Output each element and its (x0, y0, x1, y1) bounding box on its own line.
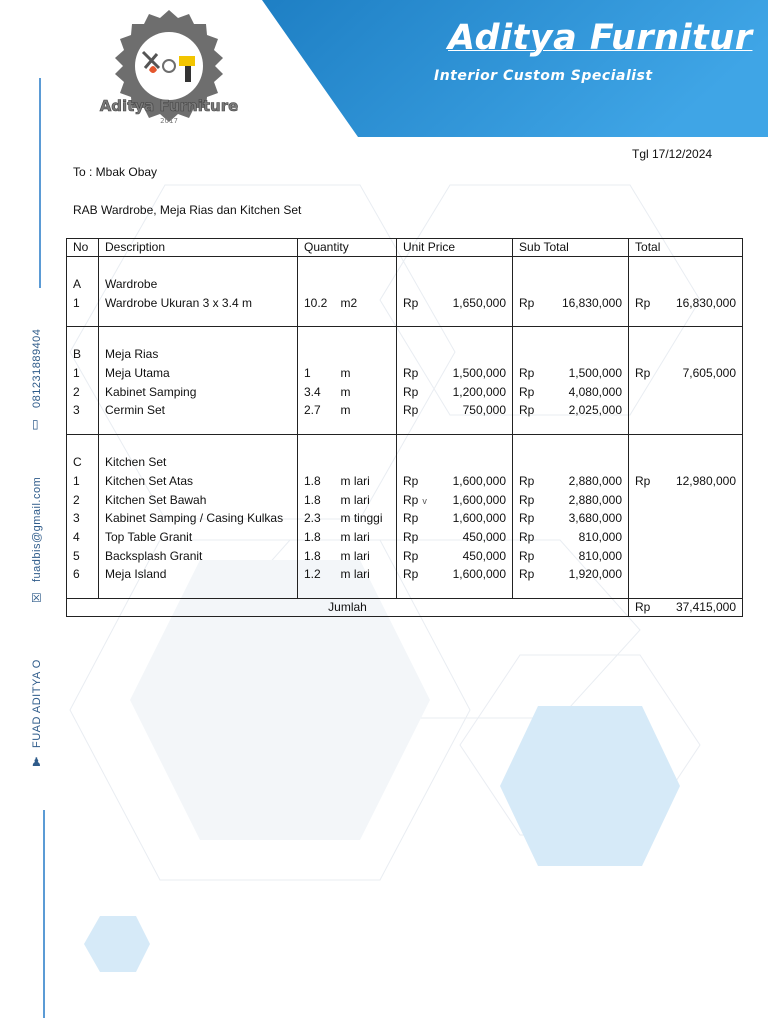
blank-line (304, 345, 329, 364)
item-subtotal-amount: 1,920,000 (568, 567, 623, 582)
item-subtotal-amount-wrap (569, 401, 622, 420)
item-description: Cermin Set (105, 403, 166, 418)
item-price-amount-wrap (463, 547, 506, 566)
cell-total (629, 435, 743, 599)
item-price (403, 547, 506, 566)
currency: Rp (635, 295, 651, 310)
currency: Rp (403, 384, 419, 399)
item-unit: m lari (340, 473, 370, 488)
item-description: Top Table Granit (105, 529, 193, 544)
item-no: 3 (73, 511, 80, 526)
item-unit: m2 (340, 295, 358, 310)
item-qty: 3.4 (304, 384, 321, 399)
item-price (403, 491, 506, 510)
item-subtotal-amount-wrap (562, 294, 622, 313)
currency: Rp (403, 473, 419, 488)
section-total-amount: 16,830,000 (675, 295, 737, 310)
item-subtotal (519, 472, 622, 491)
cell-unit-price (397, 327, 513, 435)
cell-no (67, 435, 99, 599)
item-price-amount: 1,600,000 (452, 492, 507, 507)
item-subtotal-amount-wrap (569, 383, 622, 402)
cell-description (99, 327, 298, 435)
sidebar-phone: 081231889404 (31, 328, 43, 408)
section-total-amount: 7,605,000 (682, 366, 737, 381)
item-description: Wardrobe Ukuran 3 x 3.4 m (105, 295, 252, 310)
cell-qty (298, 435, 335, 599)
item-unit: m (340, 403, 351, 418)
item-qty: 2.7 (304, 403, 321, 418)
item-unit: m (340, 384, 351, 399)
blank-line (635, 401, 736, 420)
table-section-row (67, 257, 743, 327)
item-price (403, 401, 506, 420)
sidebar-line-bottom (43, 810, 45, 1018)
blank-line (635, 509, 736, 528)
item-no: 2 (73, 384, 80, 399)
item-unit: m lari (340, 548, 370, 563)
item-price (403, 383, 506, 402)
item-price-amount: 450,000 (462, 529, 507, 544)
section-name: Wardrobe (105, 277, 158, 291)
item-price-amount: 1,500,000 (452, 366, 507, 381)
header-quantity: Quantity (298, 239, 397, 257)
blank-line (635, 491, 736, 510)
rab-table (66, 238, 743, 617)
section-total (635, 472, 736, 491)
item-subtotal-amount: 3,680,000 (568, 511, 623, 526)
item-subtotal (519, 491, 622, 510)
item-price-amount: 1,200,000 (452, 384, 507, 399)
item-price-amount-wrap (463, 528, 506, 547)
blank-line (403, 453, 506, 472)
item-description: Kitchen Set Bawah (105, 492, 207, 507)
cell-description (99, 435, 298, 599)
cell-description (99, 257, 298, 327)
grand-total-amount: 37,415,000 (675, 599, 737, 614)
document-date: Tgl 17/12/2024 (632, 147, 713, 161)
item-no: 3 (73, 403, 80, 418)
item-qty: 1.2 (304, 567, 321, 582)
item-subtotal-amount-wrap (569, 509, 622, 528)
currency: Rp (635, 473, 651, 488)
item-description: Meja Utama (105, 366, 170, 381)
item-price-amount-wrap (463, 401, 506, 420)
blank-line (304, 275, 329, 294)
header-no: No (67, 239, 99, 257)
currency: Rp (403, 295, 419, 310)
item-subtotal (519, 547, 622, 566)
blank-line (519, 453, 622, 472)
item-price (403, 364, 506, 383)
item-subtotal-amount: 2,025,000 (568, 403, 623, 418)
currency: Rp (635, 599, 651, 614)
section-total-amount-wrap (683, 364, 736, 383)
cell-unit-price (397, 257, 513, 327)
cell-unit (335, 257, 397, 327)
item-subtotal (519, 565, 622, 584)
header-sub-total: Sub Total (513, 239, 629, 257)
section-total-amount: 12,980,000 (675, 473, 737, 488)
currency: Rp (519, 511, 535, 526)
item-price (403, 472, 506, 491)
cell-unit (335, 435, 397, 599)
item-price (403, 565, 506, 584)
currency: Rp (519, 548, 535, 563)
item-qty: 1 (304, 366, 311, 381)
item-no: 2 (73, 492, 80, 507)
item-subtotal (519, 401, 622, 420)
brand-tagline: Interior Custom Specialist (434, 68, 653, 84)
item-description: Meja Island (105, 567, 167, 582)
item-subtotal-amount: 2,880,000 (568, 492, 623, 507)
blank-line (635, 547, 736, 566)
currency: Rp (403, 366, 419, 381)
sidebar-name: FUAD ADITYA O (31, 659, 43, 748)
mail-icon: ☒ (31, 591, 42, 605)
logo-year: 2017 (160, 117, 178, 125)
company-logo (96, 10, 242, 134)
item-subtotal-amount-wrap (579, 547, 622, 566)
grand-total (635, 599, 736, 616)
item-subtotal-amount: 810,000 (578, 548, 623, 563)
item-description: Kitchen Set Atas (105, 473, 194, 488)
item-qty: 2.3 (304, 511, 321, 526)
jumlah-row (67, 598, 743, 616)
section-name: Meja Rias (105, 347, 159, 362)
blank-line (341, 275, 391, 294)
blank-line (403, 275, 506, 294)
blank-line (635, 345, 736, 364)
table-section-row (67, 327, 743, 435)
currency: Rp (403, 511, 419, 526)
cell-unit-price (397, 435, 513, 599)
cell-total (629, 257, 743, 327)
item-qty: 1.8 (304, 473, 321, 488)
item-no: 1 (73, 473, 80, 488)
cell-sub-total (513, 257, 629, 327)
blank-line (635, 453, 736, 472)
hexagon-blue-small (84, 916, 150, 972)
blank-line (519, 345, 622, 364)
item-qty: 1.8 (304, 548, 321, 563)
item-price-amount-wrap (453, 294, 506, 313)
section-total (635, 364, 736, 383)
header-description: Description (99, 239, 298, 257)
cell-no (67, 257, 99, 327)
item-price-amount: 1,600,000 (452, 511, 507, 526)
sidebar-line-top (39, 78, 41, 288)
header-unit-price: Unit Price (397, 239, 513, 257)
item-price-amount: 1,600,000 (452, 567, 507, 582)
header-total: Total (629, 239, 743, 257)
edit-mark: v (422, 495, 427, 506)
person-icon: ♟ (31, 755, 42, 769)
brand-title: Aditya Furnitur (448, 18, 753, 58)
table-header-row (67, 239, 743, 257)
item-subtotal (519, 364, 622, 383)
item-subtotal-amount: 2,880,000 (568, 473, 623, 488)
item-price (403, 294, 506, 313)
item-no: 4 (73, 529, 80, 544)
document-subject: RAB Wardrobe, Meja Rias dan Kitchen Set (73, 203, 302, 217)
item-price-amount-wrap (453, 364, 506, 383)
item-subtotal-amount-wrap (569, 491, 622, 510)
recipient: To : Mbak Obay (73, 165, 158, 179)
item-price-amount-wrap (453, 509, 506, 528)
item-subtotal-amount: 1,500,000 (568, 366, 623, 381)
item-price-amount-wrap (453, 491, 506, 510)
item-subtotal-amount: 4,080,000 (568, 384, 623, 399)
currency: Rp v (403, 492, 427, 507)
blank-line (304, 453, 329, 472)
section-name: Kitchen Set (105, 455, 167, 470)
item-subtotal-amount-wrap (579, 528, 622, 547)
section-code: C (73, 455, 82, 470)
item-description: Kabinet Samping / Casing Kulkas (105, 511, 284, 526)
item-no: 1 (73, 366, 80, 381)
currency: Rp (403, 403, 419, 418)
item-description: Kabinet Samping (105, 384, 197, 399)
blank-line (341, 453, 391, 472)
item-subtotal (519, 383, 622, 402)
currency: Rp (519, 567, 535, 582)
item-subtotal (519, 294, 622, 313)
item-subtotal-amount-wrap (569, 472, 622, 491)
item-unit: m lari (340, 567, 370, 582)
blank-line (635, 528, 736, 547)
item-price-amount-wrap (453, 565, 506, 584)
item-price (403, 509, 506, 528)
item-price-amount: 450,000 (462, 548, 507, 563)
item-qty: 10.2 (304, 295, 328, 310)
blank-line (635, 383, 736, 402)
currency: Rp (403, 548, 419, 563)
item-price-amount: 1,650,000 (452, 295, 507, 310)
item-price-amount: 1,600,000 (452, 473, 507, 488)
item-price-amount: 750,000 (462, 403, 507, 418)
cell-total (629, 327, 743, 435)
currency: Rp (519, 366, 535, 381)
section-total (635, 294, 736, 313)
section-total-amount-wrap (676, 294, 736, 313)
cell-unit (335, 327, 397, 435)
item-price-amount-wrap (453, 383, 506, 402)
currency: Rp (519, 529, 535, 544)
item-subtotal-amount-wrap (569, 364, 622, 383)
item-price (403, 528, 506, 547)
item-subtotal-amount: 16,830,000 (561, 295, 623, 310)
item-qty: 1.8 (304, 492, 321, 507)
item-subtotal (519, 528, 622, 547)
cell-qty (298, 327, 335, 435)
sidebar-email: fuadbis@gmail.com (31, 476, 43, 582)
item-no: 1 (73, 295, 80, 310)
section-total-amount-wrap (676, 472, 736, 491)
blank-line (403, 345, 506, 364)
section-code: B (73, 347, 82, 362)
phone-icon: ▯ (32, 417, 39, 431)
logo-text: Aditya Furniture (99, 97, 239, 115)
item-qty: 1.8 (304, 529, 321, 544)
blank-line (341, 345, 391, 364)
item-subtotal-amount: 810,000 (578, 529, 623, 544)
grand-total-cell (629, 598, 743, 616)
blank-line (635, 565, 736, 584)
currency: Rp (635, 366, 651, 381)
item-unit: m lari (340, 492, 370, 507)
table-section-row (67, 435, 743, 599)
item-subtotal-amount-wrap (569, 565, 622, 584)
jumlah-label: Jumlah (67, 598, 629, 616)
cell-qty (298, 257, 335, 327)
item-description: Backsplash Granit (105, 548, 203, 563)
item-price-amount-wrap (453, 472, 506, 491)
currency: Rp (519, 492, 535, 507)
item-no: 6 (73, 567, 80, 582)
hexagon-blue-large (500, 706, 680, 866)
cell-no (67, 327, 99, 435)
cell-sub-total (513, 327, 629, 435)
currency: Rp (519, 295, 535, 310)
section-code: A (73, 277, 82, 291)
currency: Rp (519, 473, 535, 488)
drill-icon (179, 56, 195, 66)
currency: Rp (519, 384, 535, 399)
cell-sub-total (513, 435, 629, 599)
item-unit: m tinggi (340, 511, 383, 526)
blank-line (635, 275, 736, 294)
item-subtotal (519, 509, 622, 528)
currency: Rp (519, 403, 535, 418)
item-unit: m lari (340, 529, 370, 544)
blank-line (519, 275, 622, 294)
item-no: 5 (73, 548, 80, 563)
currency: Rp (403, 529, 419, 544)
currency: Rp (403, 567, 419, 582)
item-unit: m (340, 366, 351, 381)
